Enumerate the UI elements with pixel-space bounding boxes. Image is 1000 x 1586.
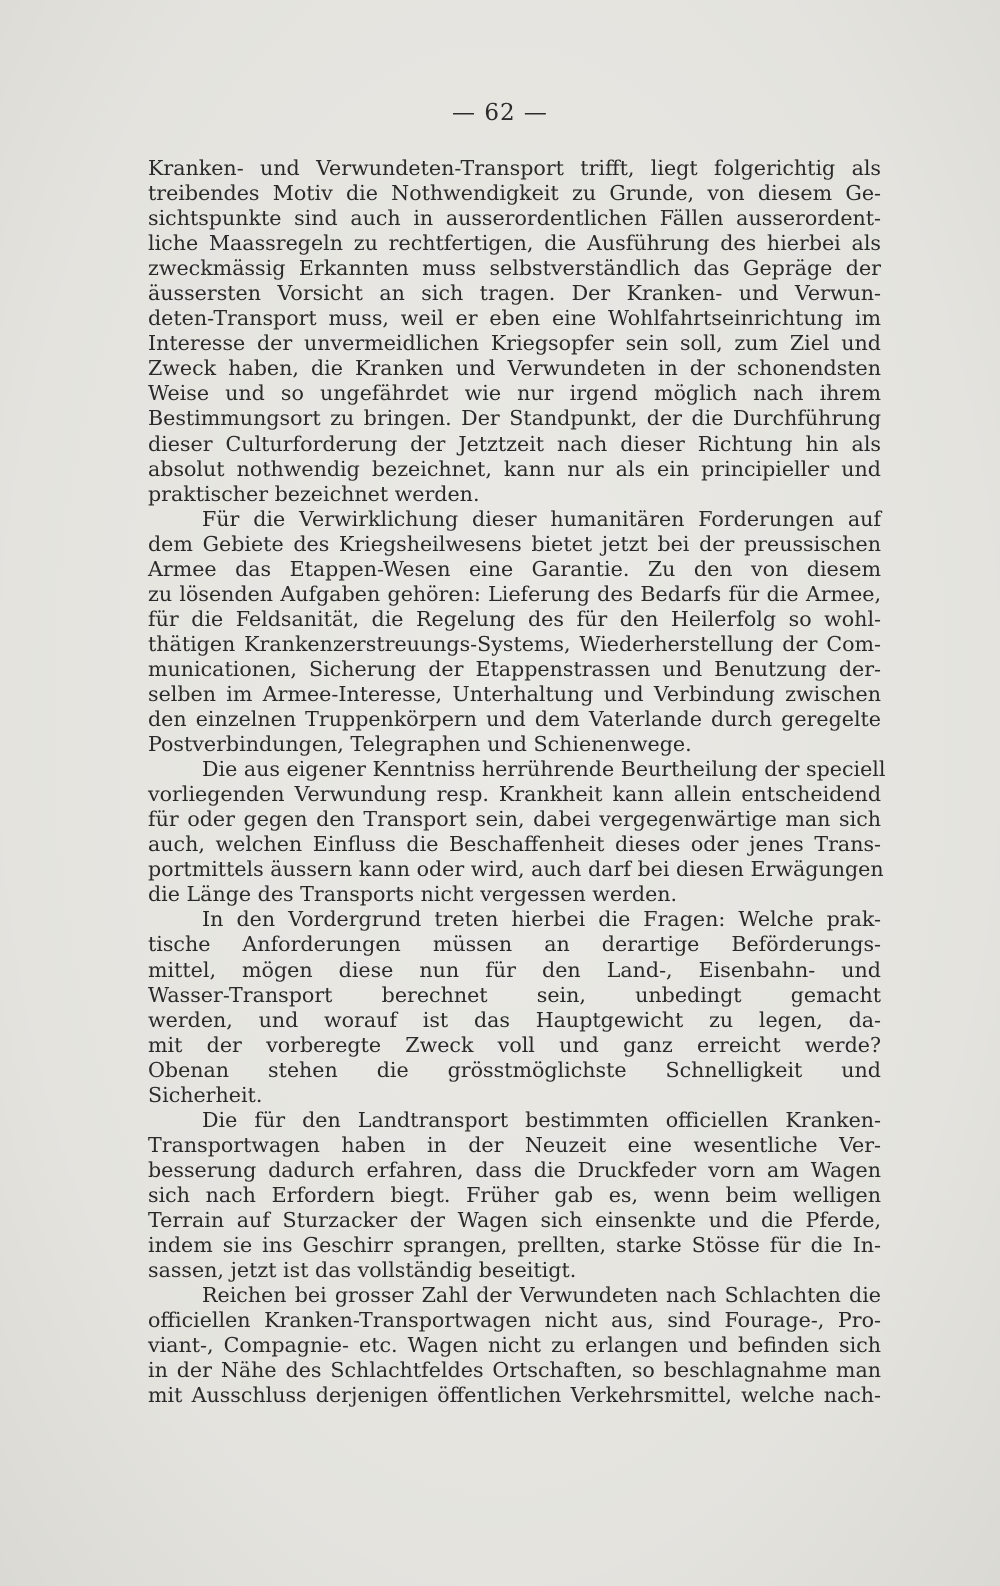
- page-number: — 62 —: [452, 100, 548, 126]
- text-line: für die Feldsanität, die Regelung des für den Heilerfolg so wohl-: [148, 606, 881, 631]
- text-line: absolut nothwendig bezeichnet, kann nur als ein principieller und: [148, 456, 881, 481]
- text-line: sich nach Erfordern biegt. Früher gab es, wenn beim welligen: [148, 1182, 881, 1207]
- text-line: die Länge des Transports nicht vergessen werden.: [148, 882, 678, 907]
- text-line: besserung dadurch erfahren, dass die Druckfeder vorn am Wagen: [148, 1157, 881, 1182]
- text-line: zu lösenden Aufgaben gehören: Lieferung des Bedarfs für die Armee,: [148, 581, 881, 606]
- text-line: sichtspunkte sind auch in ausserordentlichen Fällen ausserordent-: [148, 206, 881, 231]
- text-line: Weise und so ungefährdet wie nur irgend möglich nach ihrem: [148, 381, 881, 406]
- text-line: äussersten Vorsicht an sich tragen. Der Kranken- und Verwun-: [148, 281, 881, 306]
- text-line: in der Nähe des Schlachtfeldes Ortschaften, so beschlagnahme man: [148, 1358, 881, 1383]
- text-line: Zweck haben, die Kranken und Verwundeten in der schonendsten: [148, 356, 881, 381]
- text-line: Reichen bei grosser Zahl der Verwundeten nach Schlachten die: [202, 1283, 881, 1308]
- text-line: portmittels äussern kann oder wird, auch darf bei diesen Erwägungen: [148, 857, 884, 882]
- text-line: liche Maassregeln zu rechtfertigen, die Ausführung des hierbei als: [148, 231, 881, 256]
- text-line: Postverbindungen, Telegraphen und Schienenwege.: [148, 732, 692, 757]
- text-line: werden, und worauf ist das Hauptgewicht zu legen, da-: [148, 1007, 881, 1032]
- text-line: tische Anforderungen müssen an derartige Beförderungs-: [148, 932, 881, 957]
- text-line: sassen, jetzt ist das vollständig beseitigt.: [148, 1258, 577, 1283]
- text-line: Bestimmungsort zu bringen. Der Standpunkt, der die Durchführung: [148, 406, 881, 431]
- text-line: Armee das Etappen-Wesen eine Garantie. Zu den von diesem: [148, 556, 881, 581]
- text-line: mittel, mögen diese nun für den Land-, Eisenbahn- und: [148, 957, 881, 982]
- body-text: [148, 156, 886, 1408]
- text-line: praktischer bezeichnet werden.: [148, 481, 480, 506]
- text-line: municationen, Sicherung der Etappenstrassen und Benutzung der-: [148, 656, 881, 681]
- text-line: Obenan stehen die grösstmöglichste Schnelligkeit und: [148, 1057, 881, 1082]
- text-line: Wasser-Transport berechnet sein, unbedingt gemacht: [148, 982, 881, 1007]
- text-line: dem Gebiete des Kriegsheilwesens bietet jetzt bei der preussischen: [148, 531, 881, 556]
- text-line: auch, welchen Einfluss die Beschaffenheit dieses oder jenes Trans-: [148, 832, 881, 857]
- text-line: treibendes Motiv die Nothwendigkeit zu Grunde, von diesem Ge-: [148, 181, 881, 206]
- text-line: Sicherheit.: [148, 1082, 263, 1107]
- text-line: thätigen Krankenzerstreuungs-Systems, Wiederherstellung der Com-: [148, 631, 881, 656]
- text-line: deten-Transport muss, weil er eben eine Wohlfahrtseinrichtung im: [148, 306, 881, 331]
- text-line: mit Ausschluss derjenigen öffentlichen Verkehrsmittel, welche nach-: [148, 1383, 881, 1408]
- text-line: mit der vorberegte Zweck voll und ganz erreicht werde?: [148, 1032, 881, 1057]
- text-line: den einzelnen Truppenkörpern und dem Vaterlande durch geregelte: [148, 707, 881, 732]
- text-line: viant-, Compagnie- etc. Wagen nicht zu erlangen und befinden sich: [148, 1333, 881, 1358]
- text-line: officiellen Kranken-Transportwagen nicht aus, sind Fourage-, Pro-: [148, 1308, 881, 1333]
- text-line: Für die Verwirklichung dieser humanitären Forderungen auf: [202, 506, 881, 531]
- text-line: Die aus eigener Kenntniss herrührende Beurtheilung der speciell: [202, 757, 886, 782]
- text-line: zweckmässig Erkannten muss selbstverständlich das Gepräge der: [148, 256, 881, 281]
- text-line: indem sie ins Geschirr sprangen, prellten, starke Stösse für die In-: [148, 1233, 881, 1258]
- text-line: In den Vordergrund treten hierbei die Fragen: Welche prak-: [202, 907, 881, 932]
- text-line: Interesse der unvermeidlichen Kriegsopfer sein soll, zum Ziel und: [148, 331, 881, 356]
- text-line: dieser Culturforderung der Jetztzeit nach dieser Richtung hin als: [148, 431, 881, 456]
- text-line: selben im Armee-Interesse, Unterhaltung und Verbindung zwischen: [148, 681, 881, 706]
- text-line: Transportwagen haben in der Neuzeit eine wesentliche Ver-: [148, 1132, 881, 1157]
- text-line: Die für den Landtransport bestimmten officiellen Kranken-: [202, 1107, 881, 1132]
- text-line: Kranken- und Verwundeten-Transport trifft, liegt folgerichtig als: [148, 156, 881, 180]
- text-line: vorliegenden Verwundung resp. Krankheit kann allein entscheidend: [148, 782, 881, 807]
- text-line: Terrain auf Sturzacker der Wagen sich einsenkte und die Pferde,: [148, 1207, 881, 1232]
- text-line: für oder gegen den Transport sein, dabei vergegenwärtige man sich: [148, 807, 881, 832]
